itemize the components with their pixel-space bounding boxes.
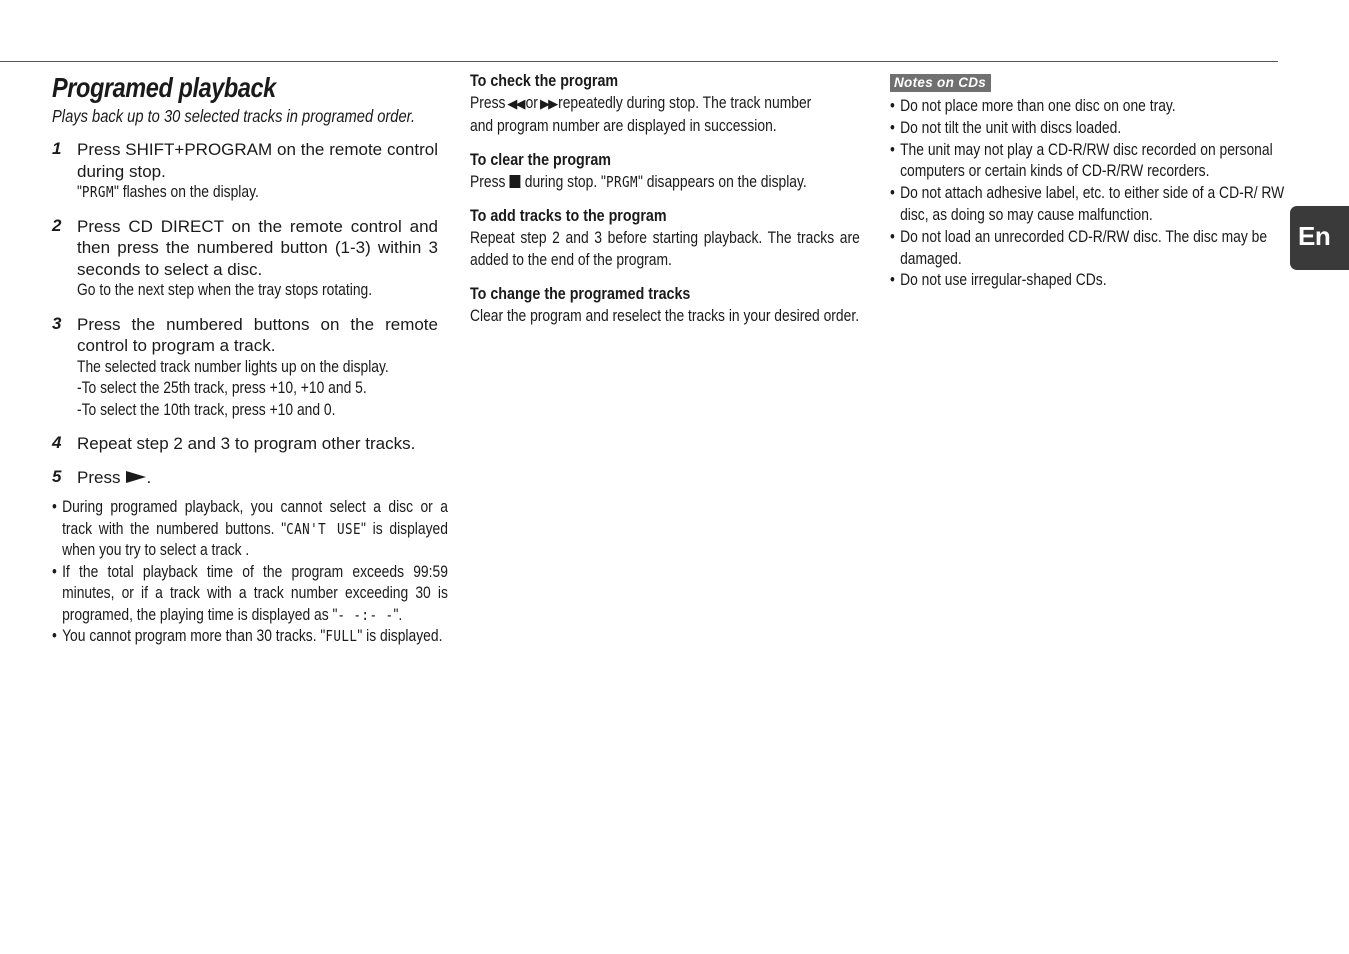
step-number: 5	[52, 466, 62, 486]
step-3	[52, 314, 438, 422]
cd-note-item: • The unit may not play a CD-R/RW disc recorded on personal computers or certain kinds of CD-R/RW recorders.	[890, 140, 1288, 184]
cd-note-item: • Do not load an unrecorded CD-R/RW disc. The disc may be damaged.	[890, 227, 1288, 271]
check-program-section	[470, 70, 860, 137]
step-note: "PRGM" flashes on the display.	[77, 183, 259, 201]
top-rule	[0, 61, 1278, 62]
play-icon	[126, 471, 146, 483]
step-number: 4	[52, 433, 62, 452]
step-instruction: Press CD DIRECT on the remote control and then press the numbered button (1-3) within 3 seconds to select a disc.	[77, 216, 438, 279]
section-heading: To check the program	[470, 71, 619, 90]
stop-icon	[510, 175, 521, 188]
program-operations-column	[470, 70, 860, 339]
note-item: • If the total playback time of the program exceeds 99:59 minutes, or if a track with a track number exceeding 30 is programed, the playing time is displayed as "- -:- -".	[52, 562, 448, 627]
cd-note-item: • Do not attach adhesive label, etc. to either side of a CD-R/ RW disc, as doing so may cause malfunction.	[890, 183, 1288, 227]
section-text: Press ◀◀ or ▶▶ repeatedly during stop. The track number	[470, 92, 798, 115]
step-instruction: Press SHIFT+PROGRAM on the remote control during stop.	[77, 140, 438, 181]
step-number: 2	[52, 215, 62, 235]
lcd-text-full: FULL	[325, 627, 358, 645]
section-text: and program number are displayed in succession.	[470, 117, 777, 135]
section-heading: To add tracks to the program	[470, 206, 667, 225]
section-text: Repeat step 2 and 3 before starting playback. The tracks are added to the end of the program.	[470, 229, 860, 269]
lcd-text-cant-use: CAN'T USE	[286, 519, 362, 538]
step-number: 1	[52, 139, 62, 158]
step-note: Go to the next step when the tray stops rotating.	[77, 281, 373, 299]
note-item: • You cannot program more than 30 tracks. "FULL" is displayed.	[52, 626, 448, 648]
page-subtitle: Plays back up to 30 selected tracks in programed order.	[52, 106, 416, 126]
programed-playback-column	[52, 70, 448, 648]
cd-note-item: • Do not tilt the unit with discs loaded.	[890, 118, 1288, 140]
section-heading: To clear the program	[470, 150, 611, 169]
cd-notes-column	[890, 74, 1285, 292]
section-heading: To change the programed tracks	[470, 284, 691, 303]
step-2	[52, 216, 438, 302]
programed-playback-notes	[52, 497, 448, 648]
step-note: -To select the 25th track, press +10, +10 and 5.	[77, 379, 367, 397]
section-text: Clear the program and reselect the tracks in your desired order.	[470, 307, 860, 325]
step-1	[52, 139, 438, 204]
lcd-text-time: - -:- -	[337, 605, 394, 624]
language-tab	[1290, 206, 1349, 270]
lcd-text-prgm: PRGM	[605, 173, 638, 191]
step-note: -To select the 10th track, press +10 and 0.	[77, 400, 336, 419]
cd-note-item: • Do not place more than one disc on one tray.	[890, 96, 1288, 118]
change-tracks-section	[470, 283, 860, 327]
step-note: The selected track number lights up on the display.	[77, 357, 389, 376]
step-instruction: Press the numbered buttons on the remote control to program a track.	[77, 314, 438, 355]
section-text: Press during stop. "PRGM" disappears on the display.	[470, 173, 807, 191]
lcd-text-prgm: PRGM	[81, 183, 114, 201]
language-tab-label: En	[1298, 221, 1331, 251]
rewind-icon: ◀◀	[507, 96, 524, 111]
clear-program-section	[470, 149, 860, 193]
step-instruction: Press .	[77, 467, 152, 487]
note-item: • During programed playback, you cannot select a disc or a track with the numbered buttons. "CAN'T USE" is displayed when you try to select a track .	[52, 497, 448, 562]
page-title: Programed playback	[52, 72, 276, 103]
add-tracks-section	[470, 205, 860, 271]
step-instruction: Repeat step 2 and 3 to program other tracks.	[77, 434, 416, 453]
notes-on-cds-badge: Notes on CDs	[890, 74, 991, 92]
fast-forward-icon: ▶▶	[539, 96, 557, 111]
step-5	[52, 467, 438, 489]
step-number: 3	[52, 313, 62, 333]
step-4	[52, 433, 438, 455]
cd-note-item: • Do not use irregular-shaped CDs.	[890, 270, 1288, 292]
